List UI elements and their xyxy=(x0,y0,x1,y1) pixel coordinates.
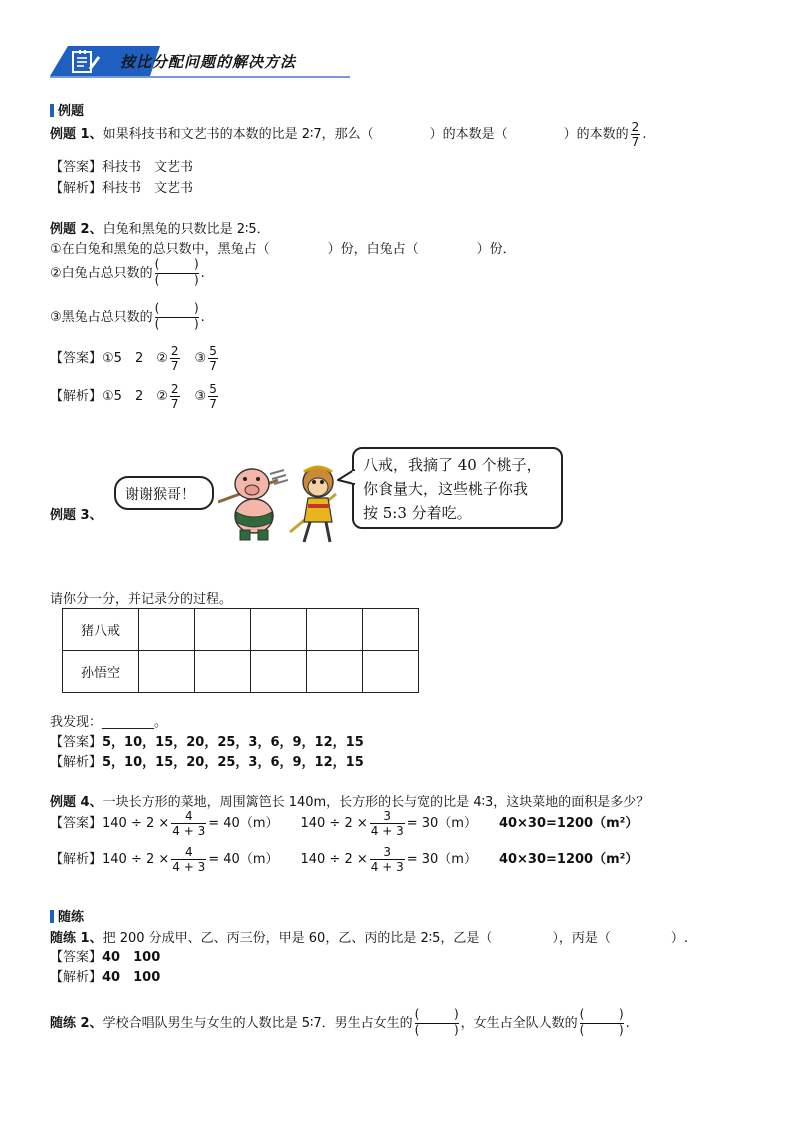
blank-fraction[interactable]: ( ) ( ) xyxy=(579,1007,624,1037)
fraction: $\frac{5}{7}$ xyxy=(209,382,217,411)
header-banner xyxy=(50,44,350,78)
table-cell[interactable] xyxy=(363,651,419,693)
blank-fraction[interactable]: ( ) ( ) xyxy=(154,257,199,287)
sharing-table xyxy=(62,608,419,693)
bubble-tail xyxy=(337,468,357,488)
table-cell[interactable] xyxy=(195,609,251,651)
practice-2-question: 随练 2、学校合唱队男生与女生的人数比是 5∶7．男生占女生的 ( ) ( ) ，女生占全队人数的 ( ) ( ) . xyxy=(50,1007,630,1037)
answer-label: 【答案】 xyxy=(50,950,103,965)
analysis-text: 5，10，15，20，25，3，6，9，12，15 xyxy=(102,755,364,770)
example-1-analysis xyxy=(50,177,193,196)
analysis-text: 40 100 xyxy=(102,970,161,985)
table-cell[interactable] xyxy=(251,651,307,693)
table-cell[interactable] xyxy=(307,609,363,651)
practice-1-analysis xyxy=(50,966,160,985)
monkey-speech-line: 你食量大，这些桃子你我 xyxy=(363,480,529,498)
answer-text: 40 100 xyxy=(102,950,161,965)
example-2-q1: ①在白兔和黑兔的总只数中，黑兔占（ ）份，白兔占（ ）份． xyxy=(50,242,516,257)
example-1-question: 例题 1、如果科技书和文艺书的本数的比是 2∶7，那么（ ）的本数是（ ）的本数的 $\frac{2}{7}$ . xyxy=(50,120,647,149)
section-heading-examples xyxy=(50,100,84,119)
fraction: $\frac{2}{7}$ xyxy=(170,344,179,373)
example-4-analysis: 【解析】140 ÷ 2 × $\frac{4}{4 + 3}$ = 40（m） 140 ÷ 2 × $\frac{3}{4 + 3}$ = 30（m） 40×30=1200（m²） xyxy=(50,845,639,874)
analysis-label: 【解析】 xyxy=(50,852,103,867)
analysis-label: 【解析】 xyxy=(50,181,103,196)
analysis-label: 【解析】 xyxy=(50,755,103,770)
pig-character-icon xyxy=(218,462,288,542)
table-row xyxy=(63,651,419,693)
fraction: $\frac{5}{7}$ xyxy=(209,344,217,373)
monkey-speech-line: 按 5:3 分着吃。 xyxy=(363,504,472,522)
practice-label: 随练 2、 xyxy=(50,1016,103,1031)
pig-speech-bubble xyxy=(114,476,214,510)
monkey-speech-line: 八戒，我摘了 40 个桃子， xyxy=(363,456,542,474)
question-text: 如果科技书和文艺书的本数的比是 2∶7，那么（ xyxy=(102,127,374,142)
analysis-label: 【解析】 xyxy=(50,389,103,404)
section-marker xyxy=(50,910,54,923)
example-4-answer: 【答案】140 ÷ 2 × $\frac{4}{4 + 3}$ = 40（m） 140 ÷ 2 × $\frac{3}{4 + 3}$ = 30（m） 40×30=1200（m²） xyxy=(50,809,639,838)
example-2-analysis: 【解析】①5 2 ② $\frac{2}{7}$ ③ $\frac{5}{7}$ xyxy=(50,382,217,411)
example-label: 例题 1、 xyxy=(50,127,103,142)
answer-text: 5，10，15，20，25，3，6，9，12，15 xyxy=(102,735,364,750)
question-text: 一块长方形的菜地，周围篱笆长 140m，长方形的长与宽的比是 4∶3，这块菜地的面积是多少？ xyxy=(102,795,650,810)
question-text: ）的本数是（ xyxy=(429,127,508,142)
fraction: $\frac{2}{7}$ xyxy=(170,382,179,411)
example-3-discover: 我发现：________。 xyxy=(50,715,168,730)
table-row-label: 孙悟空 xyxy=(63,651,139,693)
answer-label: 【答案】 xyxy=(50,160,103,175)
practice-1-answer xyxy=(50,946,160,965)
section-heading-practice xyxy=(50,906,84,925)
table-cell[interactable] xyxy=(139,609,195,651)
example-2-question xyxy=(50,218,270,237)
section-marker xyxy=(50,104,54,117)
pig-speech-text: 谢谢猴哥！ xyxy=(125,487,195,503)
example-3-analysis xyxy=(50,751,364,770)
page-title: 按比分配问题的解决方法 xyxy=(120,53,297,71)
table-cell[interactable] xyxy=(139,651,195,693)
example-2-q2: ②白兔占总只数的 ( ) ( ) . xyxy=(50,257,205,287)
example-4-question xyxy=(50,791,649,810)
blank-fraction[interactable]: ( ) ( ) xyxy=(154,301,199,331)
fraction: $\frac{2}{7}$ xyxy=(631,120,640,149)
example-2-q3: ③黑兔占总只数的 ( ) ( ) . xyxy=(50,301,205,331)
section-title: 例题 xyxy=(58,104,85,119)
analysis-text: 科技书 文艺书 xyxy=(102,181,194,196)
practice-1-question: 随练 1、把 200 分成甲、乙、丙三份，甲是 60，乙、丙的比是 2∶5，乙是（ ），丙是（ ）. xyxy=(50,931,689,946)
answer-label: 【答案】 xyxy=(50,351,103,366)
example-label: 例题 2、 xyxy=(50,222,103,237)
table-cell[interactable] xyxy=(251,609,307,651)
section-title: 随练 xyxy=(58,910,85,925)
monkey-speech-bubble xyxy=(352,447,563,529)
example-1-answer xyxy=(50,156,193,175)
practice-label: 随练 1、 xyxy=(50,931,103,946)
table-row xyxy=(63,609,419,651)
table-cell[interactable] xyxy=(363,609,419,651)
question-text: 白兔和黑兔的只数比是 2∶5． xyxy=(102,222,270,237)
notepad-pen-icon xyxy=(68,47,102,75)
example-3-label: 例题 3、 xyxy=(50,508,103,523)
table-cell[interactable] xyxy=(195,651,251,693)
table-row-label: 猪八戒 xyxy=(63,609,139,651)
analysis-label: 【解析】 xyxy=(50,970,103,985)
example-2-answer: 【答案】①5 2 ② $\frac{2}{7}$ ③ $\frac{5}{7}$ xyxy=(50,344,217,373)
answer-text: 科技书 文艺书 xyxy=(102,160,194,175)
example-3-answer xyxy=(50,731,364,750)
table-cell[interactable] xyxy=(307,651,363,693)
example-3-prompt: 请你分一分，并记录分的过程。 xyxy=(50,592,233,607)
answer-label: 【答案】 xyxy=(50,735,103,750)
blank-fraction[interactable]: ( ) ( ) xyxy=(414,1007,459,1037)
answer-label: 【答案】 xyxy=(50,816,103,831)
example-label: 例题 4、 xyxy=(50,795,103,810)
question-text: ）的本数的 xyxy=(563,127,629,142)
